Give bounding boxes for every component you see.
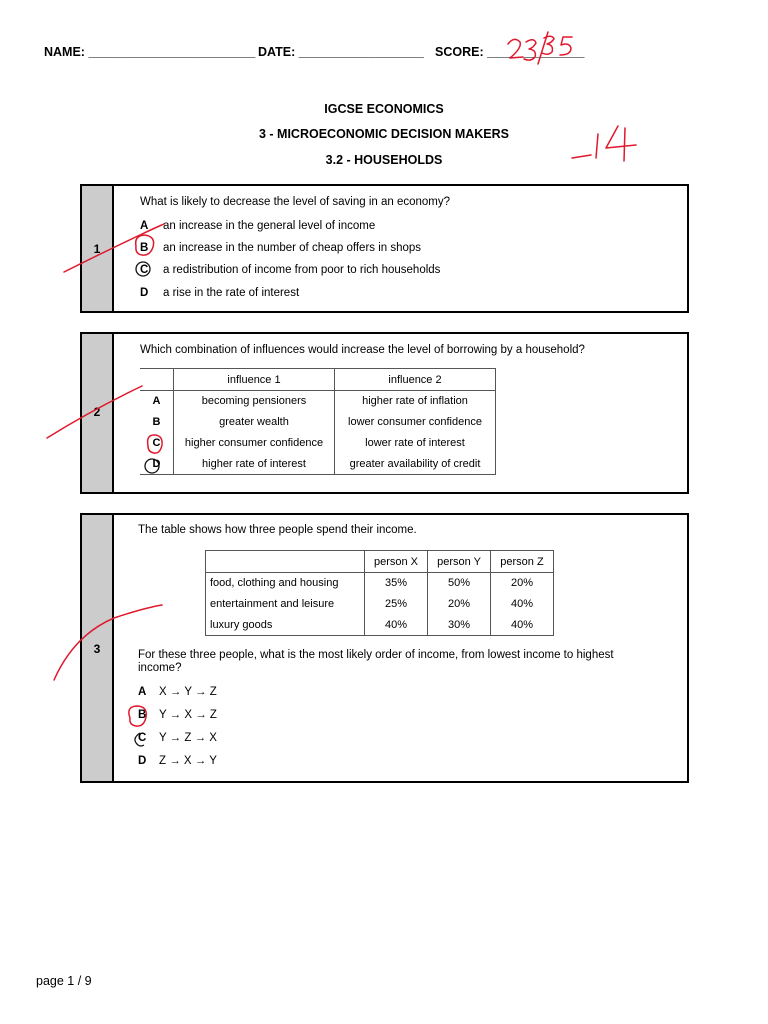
table-cell: greater wealth [174, 412, 335, 433]
table-cell: 40% [365, 615, 428, 636]
question-1-box [80, 184, 689, 313]
date-field-label: DATE: __________________ [258, 45, 424, 59]
table-cell: 25% [365, 594, 428, 615]
section-title: 3.2 - HOUSEHOLDS [325, 153, 443, 167]
question-3-option-b-letter: B [138, 709, 147, 721]
table-row [206, 594, 554, 615]
question-2-number: 2 [93, 405, 101, 419]
question-1-option-c-letter: C [140, 264, 149, 276]
column-header: influence 2 [335, 369, 496, 391]
table-cell: lower rate of interest [335, 433, 496, 454]
question-3-option-c-letter: C [138, 732, 147, 744]
question-3-number: 3 [93, 642, 101, 656]
question-3-prompt-line-2: income? [138, 662, 182, 674]
table-cell: 40% [491, 615, 554, 636]
table-cell: higher consumer confidence [174, 433, 335, 454]
row-letter: D [140, 454, 174, 475]
table-cell: becoming pensioners [174, 391, 335, 412]
table-cell: 35% [365, 573, 428, 594]
table-cell: lower consumer confidence [335, 412, 496, 433]
row-label: entertainment and leisure [206, 594, 365, 615]
question-1-number: 1 [93, 242, 101, 256]
page-number: page 1 / 9 [36, 974, 92, 988]
question-3-sidebar [82, 515, 114, 781]
table-cell: greater availability of credit [335, 454, 496, 475]
table-cell: 40% [491, 594, 554, 615]
table-row [140, 454, 496, 475]
question-3-prompt-line-1: For these three people, what is the most likely order of income, from lowest income to highest [138, 649, 614, 661]
row-letter: B [152, 416, 161, 428]
question-2-box [80, 332, 689, 494]
question-1-sidebar [82, 186, 114, 311]
table-row [206, 615, 554, 636]
question-1-option-c-text: a redistribution of income from poor to rich households [163, 264, 441, 276]
name-field-label: NAME: ________________________ [44, 45, 256, 59]
table-cell: higher rate of interest [174, 454, 335, 475]
question-3-spending-table [205, 550, 554, 636]
table-cell: 30% [428, 615, 491, 636]
column-header: person X [365, 551, 428, 573]
score-field-label: SCORE: ______________ [435, 45, 585, 59]
question-1-option-a-text: an increase in the general level of income [163, 220, 376, 232]
question-1-option-d-text: a rise in the rate of interest [163, 287, 300, 299]
question-3-intro: The table shows how three people spend their income. [138, 524, 417, 536]
column-header: person Z [491, 551, 554, 573]
question-3-option-d-letter: D [138, 755, 147, 767]
row-label: food, clothing and housing [206, 573, 365, 594]
question-1-option-b-letter: B [140, 242, 149, 254]
question-1-option-d-letter: D [140, 287, 149, 299]
question-1-option-b-text: an increase in the number of cheap offers in shops [163, 242, 422, 254]
question-3-option-a-text: X → Y → Z [159, 686, 217, 698]
column-header: influence 1 [174, 369, 335, 391]
question-3-option-b-text: Y → X → Z [159, 709, 217, 721]
row-letter: C [152, 437, 161, 449]
question-1-prompt: What is likely to decrease the level of saving in an economy? [140, 196, 451, 208]
row-letter: A [152, 395, 161, 408]
row-label: luxury goods [206, 615, 365, 636]
column-header: person Y [428, 551, 491, 573]
table-cell: 50% [428, 573, 491, 594]
table-row [140, 412, 496, 433]
unit-title: 3 - MICROECONOMIC DECISION MAKERS [258, 127, 509, 141]
table-row [140, 433, 496, 454]
question-3-option-d-text: Z → X → Y [159, 755, 217, 767]
question-2-prompt: Which combination of influences would increase the level of borrowing by a household? [140, 344, 585, 356]
question-3-option-a-letter: A [138, 686, 147, 698]
question-2-options-table [140, 368, 496, 475]
table-cell: 20% [491, 573, 554, 594]
table-cell: 20% [428, 594, 491, 615]
table-row [206, 573, 554, 594]
question-1-option-a-letter: A [140, 220, 149, 232]
question-2-sidebar [82, 334, 114, 492]
question-3-option-c-text: Y → Z → X [159, 732, 217, 744]
table-cell: higher rate of inflation [335, 391, 496, 412]
course-title: IGCSE ECONOMICS [324, 102, 444, 116]
question-3-box [80, 513, 689, 783]
table-row [140, 391, 496, 412]
